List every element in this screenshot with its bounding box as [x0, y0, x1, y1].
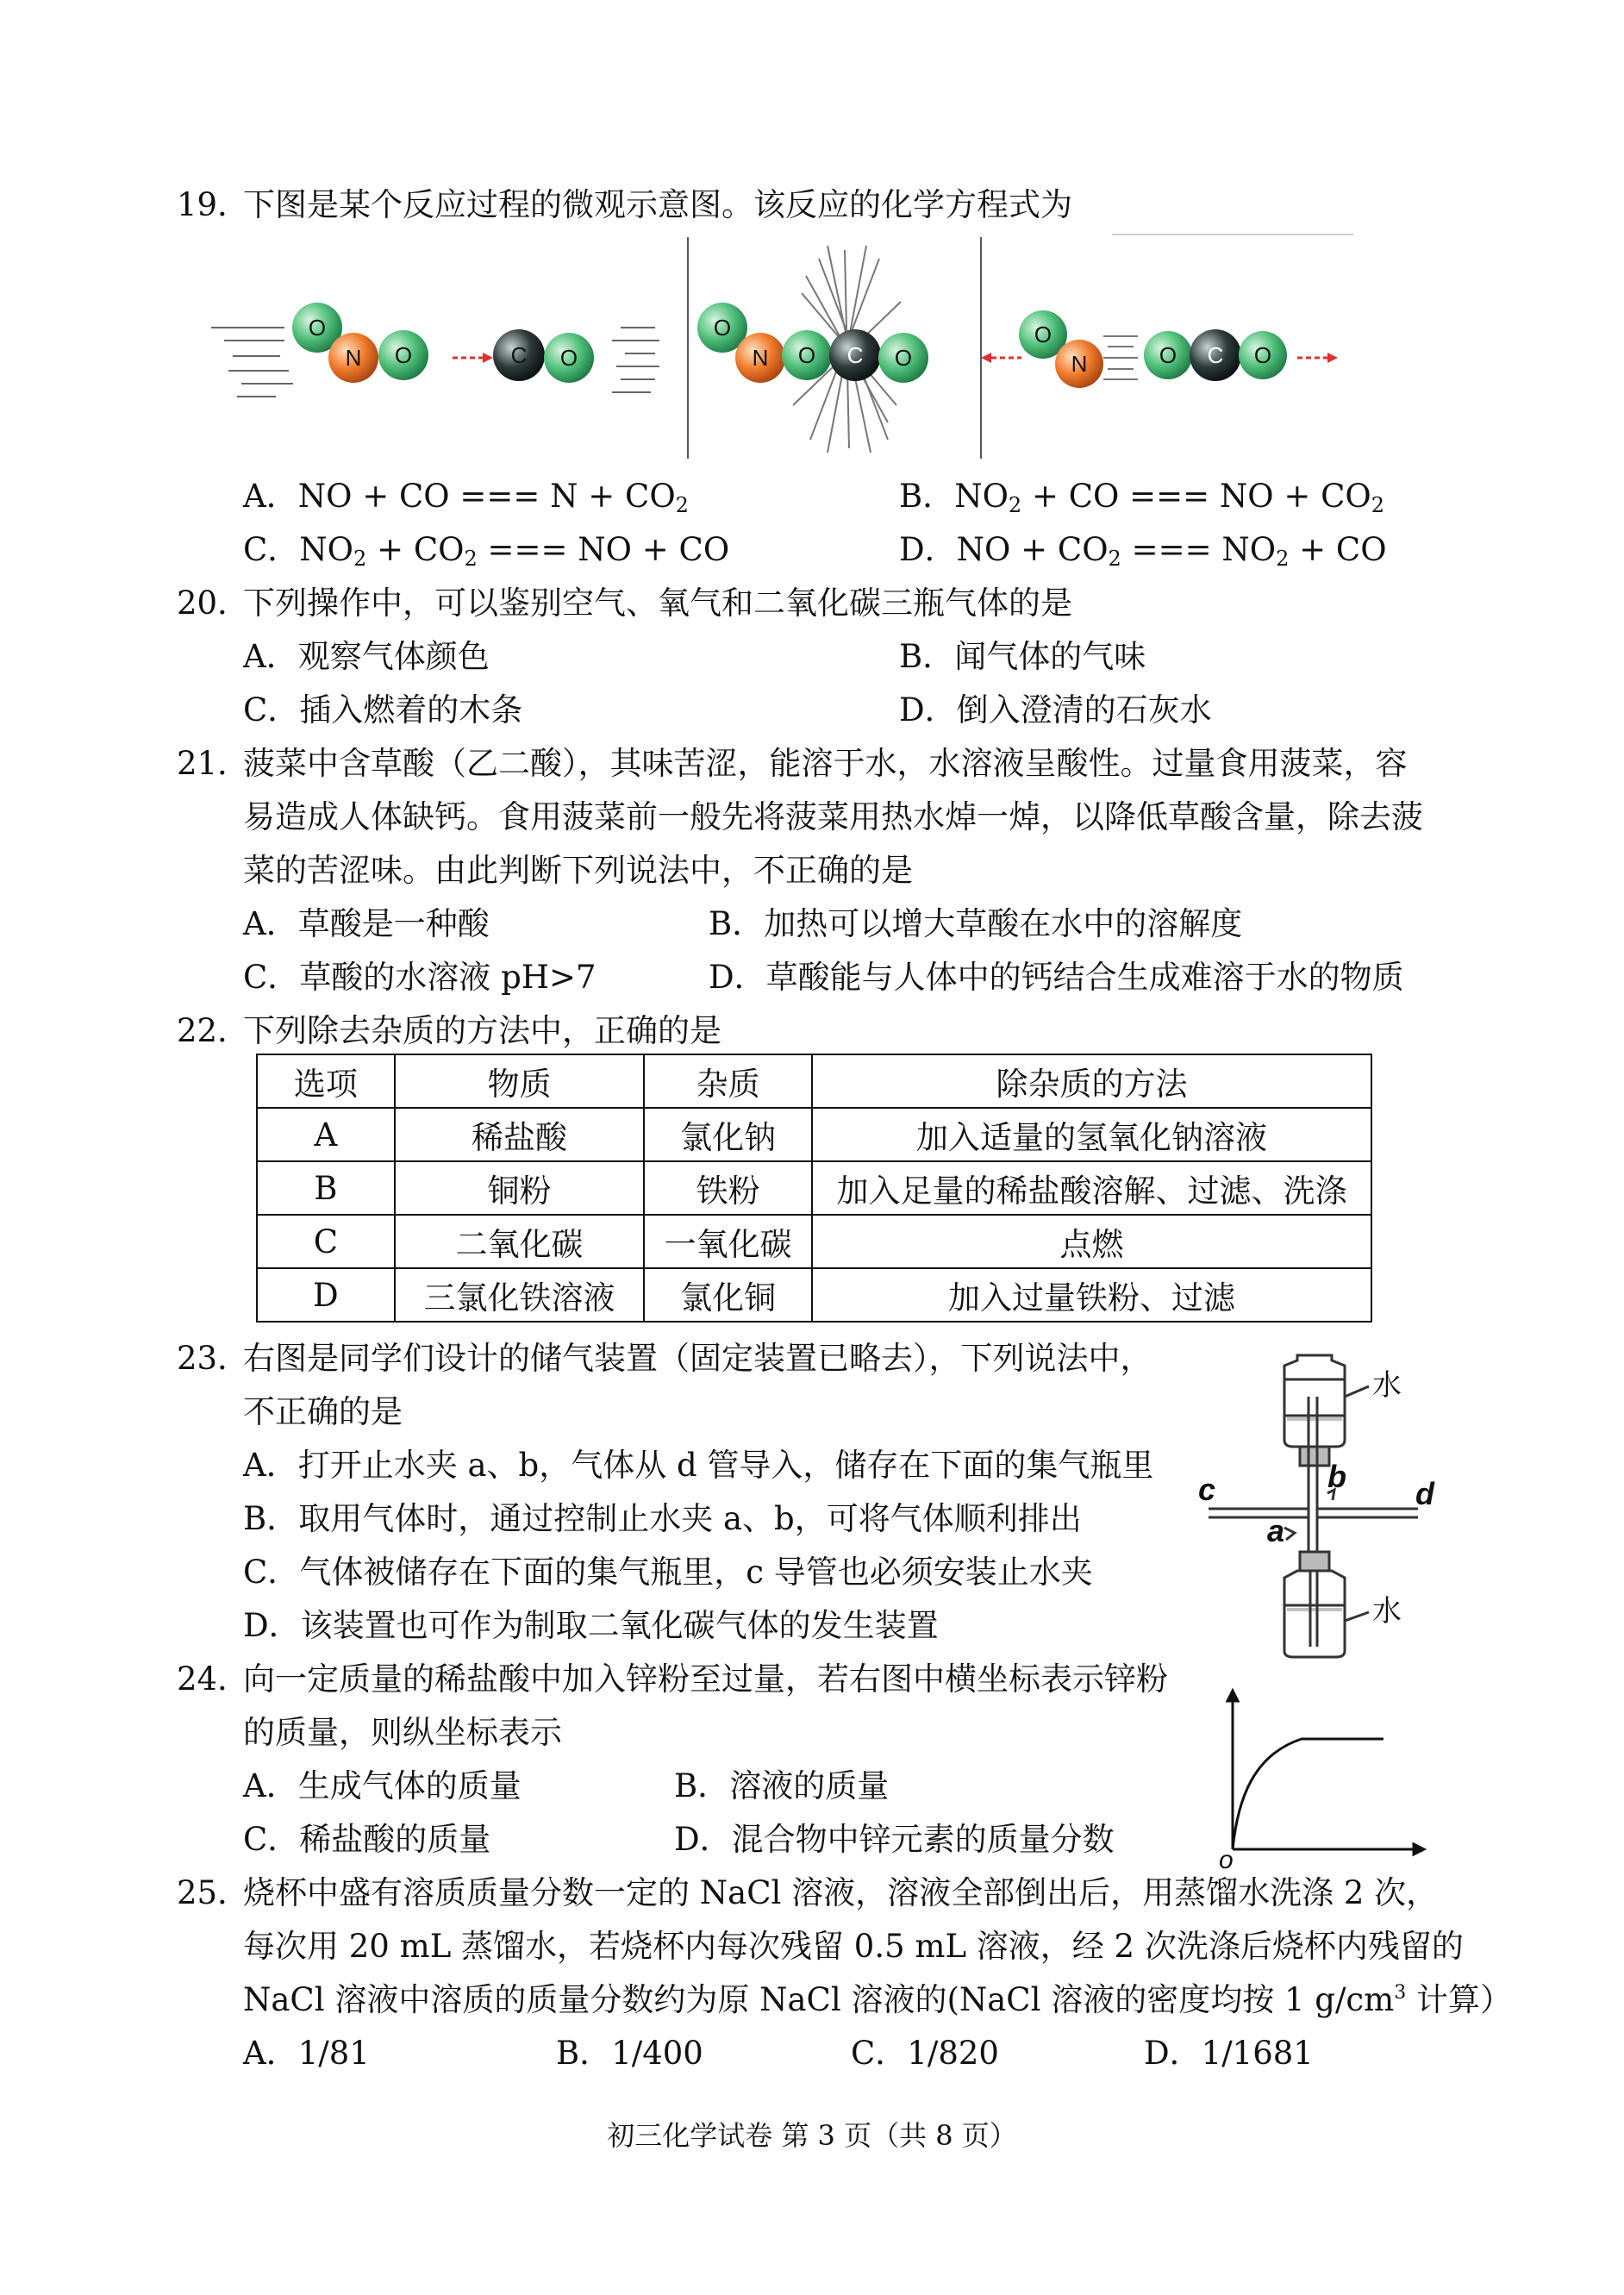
question-20-stem: 下列操作中，可以鉴别空气、氧气和二氧化碳三瓶气体的是 [243, 585, 1072, 622]
table-cell: 二氧化碳 [395, 1215, 645, 1268]
panel-reactants [211, 303, 659, 397]
label-c: c [1198, 1472, 1216, 1507]
svg-text:O: O [1034, 322, 1052, 347]
svg-text:O: O [394, 342, 413, 368]
q23-option-c: C．气体被储存在下面的集气瓶里，c 导管也必须安装止水夹 [243, 1554, 1093, 1591]
panel-transition-state [697, 246, 928, 453]
svg-text:N: N [752, 345, 769, 371]
q25-option-a: A．1/81 [243, 2035, 370, 2072]
svg-text:C: C [510, 342, 528, 368]
page-footer: 初三化学试卷 第 3 页（共 8 页） [607, 2119, 1017, 2152]
svg-text:O: O [1253, 342, 1272, 368]
q23-option-a: A．打开止水夹 a、b，气体从 d 管导入，储存在下面的集气瓶里 [243, 1447, 1154, 1484]
q19-option-c: C．$NO_2 + CO_2$ === NO + CO [243, 531, 730, 571]
svg-text:O: O [559, 345, 578, 371]
question-19-stem: 下图是某个反应过程的微观示意图。该反应的化学方程式为 [243, 186, 1072, 223]
table-cell: 点燃 [812, 1215, 1371, 1268]
q23-option-b: B．取用气体时，通过控制止水夹 a、b，可将气体顺利排出 [243, 1500, 1082, 1537]
q21-option-d: D．草酸能与人体中的钙结合生成难溶于水的物质 [709, 959, 1404, 996]
table-cell: 加入足量的稀盐酸溶解、过滤、洗涤 [812, 1161, 1371, 1215]
q25-option-b: B．1/400 [556, 2035, 703, 2072]
question-25-line1: 烧杯中盛有溶质质量分数一定的 NaCl 溶液，溶液全部倒出后，用蒸馏水洗涤 2 次， [243, 1874, 1439, 1911]
header-method: 除杂质的方法 [812, 1054, 1371, 1108]
table-row [257, 1161, 1371, 1215]
q19-option-a: A．NO + CO === $N + CO_2$ [243, 478, 689, 517]
q24-option-d: D．混合物中锌元素的质量分数 [674, 1821, 1115, 1858]
svg-text:O: O [1159, 342, 1177, 368]
curve [1233, 1739, 1384, 1849]
label-b: b [1327, 1459, 1346, 1494]
table-cell: 铜粉 [395, 1161, 645, 1215]
table-cell: 稀盐酸 [395, 1108, 645, 1161]
question-24-line1: 向一定质量的稀盐酸中加入锌粉至过量，若右图中横坐标表示锌粉 [243, 1660, 1168, 1698]
q21-option-a: A．草酸是一种酸 [243, 905, 490, 942]
reaction-micro-diagram [207, 233, 1362, 461]
q20-option-c: C．插入燃着的木条 [243, 691, 523, 729]
question-20-number: 20． [177, 585, 250, 622]
table-cell: C [257, 1215, 395, 1268]
table-cell: 氯化铜 [644, 1268, 812, 1322]
question-24-line2: 的质量，则纵坐标表示 [243, 1714, 562, 1751]
table-cell: D [257, 1268, 395, 1322]
question-21-line2: 易造成人体缺钙。食用菠菜前一般先将菠菜用热水焯一焯，以降低草酸含量，除去菠 [243, 798, 1423, 835]
q21-option-c: C．草酸的水溶液 pH>7 [243, 959, 597, 996]
question-19-number: 19． [177, 186, 250, 223]
label-water-top: 水 [1372, 1369, 1402, 1402]
table-row [257, 1108, 1371, 1161]
q20-option-a: A．观察气体颜色 [243, 638, 490, 675]
question-25-number: 25． [177, 1874, 250, 1911]
table-row [257, 1215, 1371, 1268]
question-22-stem: 下列除去杂质的方法中，正确的是 [243, 1012, 721, 1049]
table-header-row [257, 1054, 1371, 1108]
zinc-reaction-graph [1207, 1685, 1431, 1871]
q20-option-d: D．倒入澄清的石灰水 [899, 691, 1212, 729]
table-row [257, 1268, 1371, 1322]
table-cell: 铁粉 [644, 1161, 812, 1215]
question-25-line2: 每次用 20 mL 蒸馏水，若烧杯内每次残留 0.5 mL 溶液，经 2 次洗涤后烧杯内残留的 [243, 1928, 1464, 1965]
q24-option-a: A．生成气体的质量 [243, 1767, 522, 1804]
q23-option-d: D．该装置也可作为制取二氧化碳气体的发生装置 [243, 1607, 939, 1644]
table-cell: 三氯化铁溶液 [395, 1268, 645, 1322]
question-23-line1: 右图是同学们设计的储气装置（固定装置已略去），下列说法中， [243, 1340, 1152, 1377]
table-cell: 一氧化碳 [644, 1215, 812, 1268]
header-impurity: 杂质 [644, 1054, 812, 1108]
origin-label: o [1219, 1846, 1234, 1871]
header-option: 选项 [257, 1054, 395, 1108]
table-cell: A [257, 1108, 395, 1161]
svg-text:C: C [846, 342, 864, 368]
table-cell: B [257, 1161, 395, 1215]
q19-option-d: D．NO + $CO_2$ === $NO_2$ + CO [899, 531, 1387, 571]
question-21-line3: 菜的苦涩味。由此判断下列说法中，不正确的是 [243, 852, 913, 889]
panel-products [981, 310, 1338, 388]
header-substance: 物质 [395, 1054, 645, 1108]
impurity-removal-table [256, 1054, 1372, 1323]
svg-text:O: O [308, 315, 327, 341]
table-cell: 氯化钠 [644, 1108, 812, 1161]
svg-text:O: O [894, 345, 913, 371]
question-23-number: 23． [177, 1340, 250, 1377]
svg-text:O: O [797, 342, 816, 368]
label-water-bottom: 水 [1372, 1595, 1402, 1628]
question-21-line1: 菠菜中含草酸（乙二酸），其味苦涩，能溶于水，水溶液呈酸性。过量食用菠菜，容 [243, 745, 1408, 782]
question-25-line3: NaCl 溶液中溶质的质量分数约为原 NaCl 溶液的(NaCl 溶液的密度均按 1 $g/cm^3$ 计算） [243, 1981, 1512, 2018]
label-a: a [1267, 1513, 1285, 1548]
table-cell: 加入适量的氢氧化钠溶液 [812, 1108, 1371, 1161]
question-22-number: 22． [177, 1012, 250, 1049]
q25-option-c: C．1/820 [851, 2035, 999, 2072]
table-cell: 加入过量铁粉、过滤 [812, 1268, 1371, 1322]
svg-text:N: N [345, 345, 362, 371]
q24-option-b: B．溶液的质量 [674, 1767, 890, 1804]
q25-option-d: D．1/1681 [1144, 2035, 1314, 2072]
question-23-line2: 不正确的是 [243, 1393, 403, 1430]
q19-option-b: B．$NO_2$ + CO === NO + $CO_2$ [899, 478, 1385, 517]
q21-option-b: B．加热可以增大草酸在水中的溶解度 [709, 905, 1243, 942]
svg-text:N: N [1071, 351, 1088, 377]
svg-text:C: C [1207, 342, 1224, 368]
label-d: d [1415, 1476, 1434, 1511]
svg-text:O: O [713, 315, 732, 341]
gas-storage-apparatus-diagram [1198, 1345, 1448, 1673]
question-24-number: 24． [177, 1660, 250, 1698]
question-21-number: 21． [177, 745, 250, 782]
q20-option-b: B．闻气体的气味 [899, 638, 1146, 675]
q24-option-c: C．稀盐酸的质量 [243, 1821, 491, 1858]
